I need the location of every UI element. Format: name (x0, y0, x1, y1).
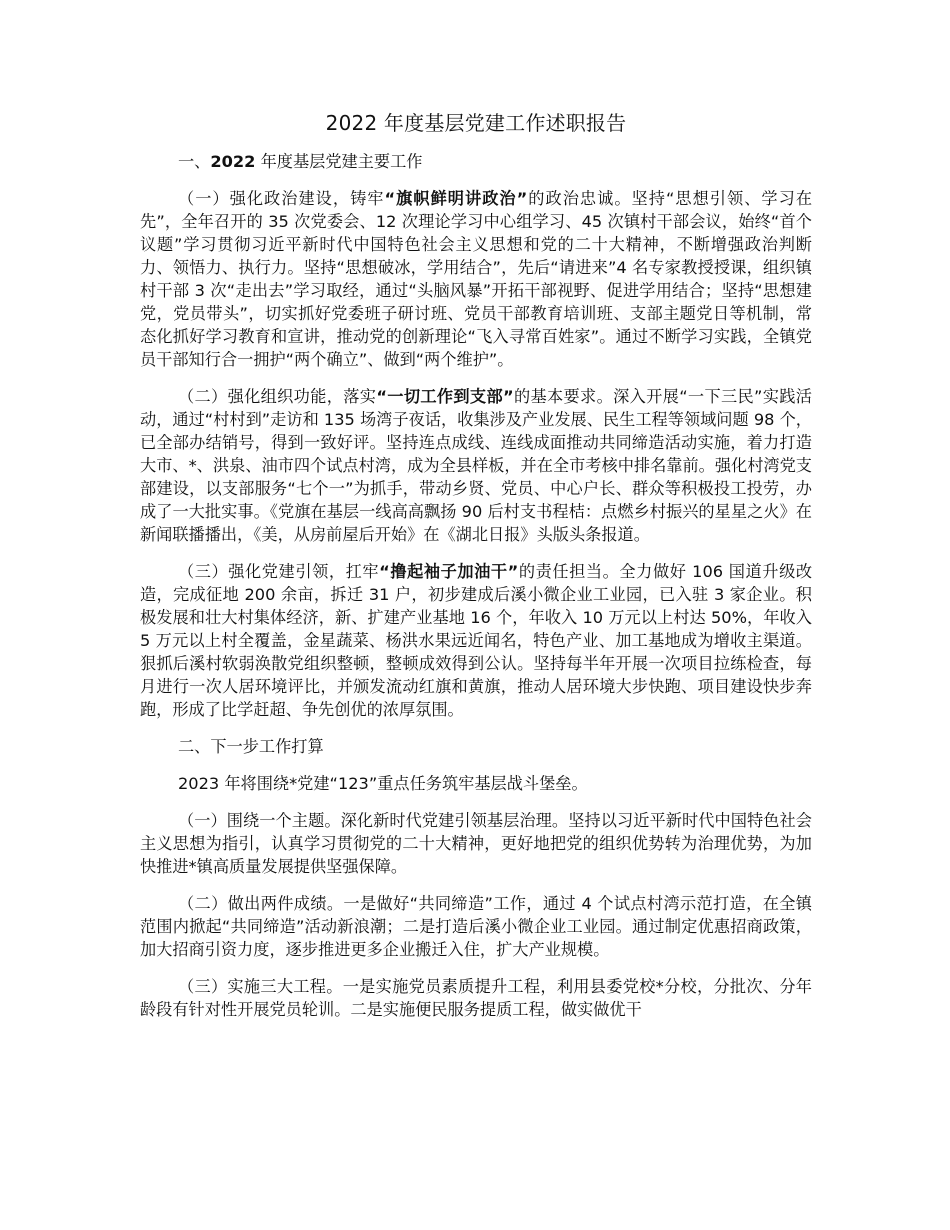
section-heading-1-text: 年度基层党建主要工作 (255, 152, 423, 171)
section-heading-1-year: 2022 (210, 152, 256, 171)
paragraph-political-building (140, 187, 812, 371)
paragraph-body: 的基本要求。深入开展“一下三民”实践活动，通过“村村到”走访和 135 场湾子夜话，收集涉及产业发展、民生工程等领域问题 98 个，已全部办结销号，得到一致好评。坚持连点成线、连线成面推动共同缔造活动实施，着力打造大市、*、洪泉、油市四个试点村湾，成为全县样板，并在全市考核中排名靠前。强化村湾党支部建设，以支部服务“七个一”为抓手，带动乡贤、党员、中心户长、群众等积极投工投劳，办成了一大批实事。《党旗在基层一线高高飘扬 90 后村支书程桔：点燃乡村振兴的星星之火》在新闻联播播出，《美，从房前屋后开始》在《湖北日报》头版头条报道。 (140, 387, 812, 544)
paragraph-one-theme: （一）围绕一个主题。深化新时代党建引领基层治理。坚持以习近平新时代中国特色社会主义思想为指引，认真学习贯彻党的二十大精神，更好地把党的组织优势转为治理优势，为加快推进*镇高质量发展提供坚强保障。 (140, 811, 812, 876)
paragraph-body: 的责任担当。全力做好 106 国道升级改造，完成征地 200 余亩，拆迁 31 户，初步建成后溪小微企业工业园，已入驻 3 家企业。积极发展和壮大村集体经济，新、扩建产业基地 16 个，年收入 10 万元以上村达 50%，年收入 5 万元以上村全覆盖，金星蔬菜、杨洪水果远近闻名，特色产业、加工基地成为增收主渠道。狠抓后溪村软弱涣散党组织整顿，整顿成效得到公认。坚持每半年开展一次项目拉练检查，每月进行一次人居环境评比，并颁发流动红旗和黄旗，推动人居环境大步快跑、项目建设快步奔跑，形成了比学赶超、争先创优的浓厚氛围。 (140, 562, 813, 719)
paragraph-emphasis: “一切工作到支部” (376, 387, 514, 406)
paragraph-plan-intro: 2023 年将围绕*党建“123”重点任务筑牢基层战斗堡垒。 (178, 774, 588, 793)
section-heading-2: 二、下一步工作打算 (178, 737, 324, 756)
paragraph-emphasis: “旗帜鲜明讲政治” (384, 189, 528, 208)
document-title: 2022 年度基层党建工作述职报告 (325, 111, 627, 135)
paragraph-body: 的政治忠诚。坚持“思想引领、学习在先”，全年召开的 35 次党委会、12 次理论学习中心组学习、45 次镇村干部会议，始终“首个议题”学习贯彻习近平新时代中国特色社会主义思想和党的二十大精神，不断增强政治判断力、领悟力、执行力。坚持“思想破冰，学用结合”，先后“请进来”4 名专家教授授课，组织镇村干部 3 次“走出去”学习取经，通过“头脑风暴”开拓干部视野、促进学用结合；坚持“思想建党，党员带头”，切实抓好党委班子研讨班、党员干部教育培训班、支部主题党日等机制，常态化抓好学习教育和宣讲，推动党的创新理论“飞入寻常百姓家”。通过不断学习实践，全镇党员干部知行合一拥护“两个确立”、做到“两个维护”。 (140, 189, 813, 369)
document-page (140, 108, 812, 1035)
paragraph-party-leadership (140, 560, 812, 721)
paragraph-emphasis: “撸起袖子加油干” (379, 562, 519, 581)
paragraph-lead: （三）强化党建引领，扛牢 (178, 562, 380, 581)
section-heading-1 (140, 150, 812, 173)
paragraph-lead: （一）强化政治建设，铸牢 (178, 189, 385, 208)
section-heading-1-prefix: 一、 (178, 152, 211, 171)
paragraph-two-achievements: （二）做出两件成绩。一是做好“共同缔造”工作，通过 4 个试点村湾示范打造，在全镇范围内掀起“共同缔造”活动新浪潮；二是打造后溪小微企业工业园。通过制定优惠招商政策，加大招商引资力度，逐步推进更多企业搬迁入住，扩大产业规模。 (140, 894, 812, 959)
paragraph-lead: （二）强化组织功能，落实 (178, 387, 377, 406)
paragraph-organization-function (140, 385, 812, 546)
paragraph-three-projects: （三）实施三大工程。一是实施党员素质提升工程，利用县委党校*分校，分批次、分年龄段有针对性开展党员轮训。二是实施便民服务提质工程，做实做优干 (140, 977, 812, 1019)
